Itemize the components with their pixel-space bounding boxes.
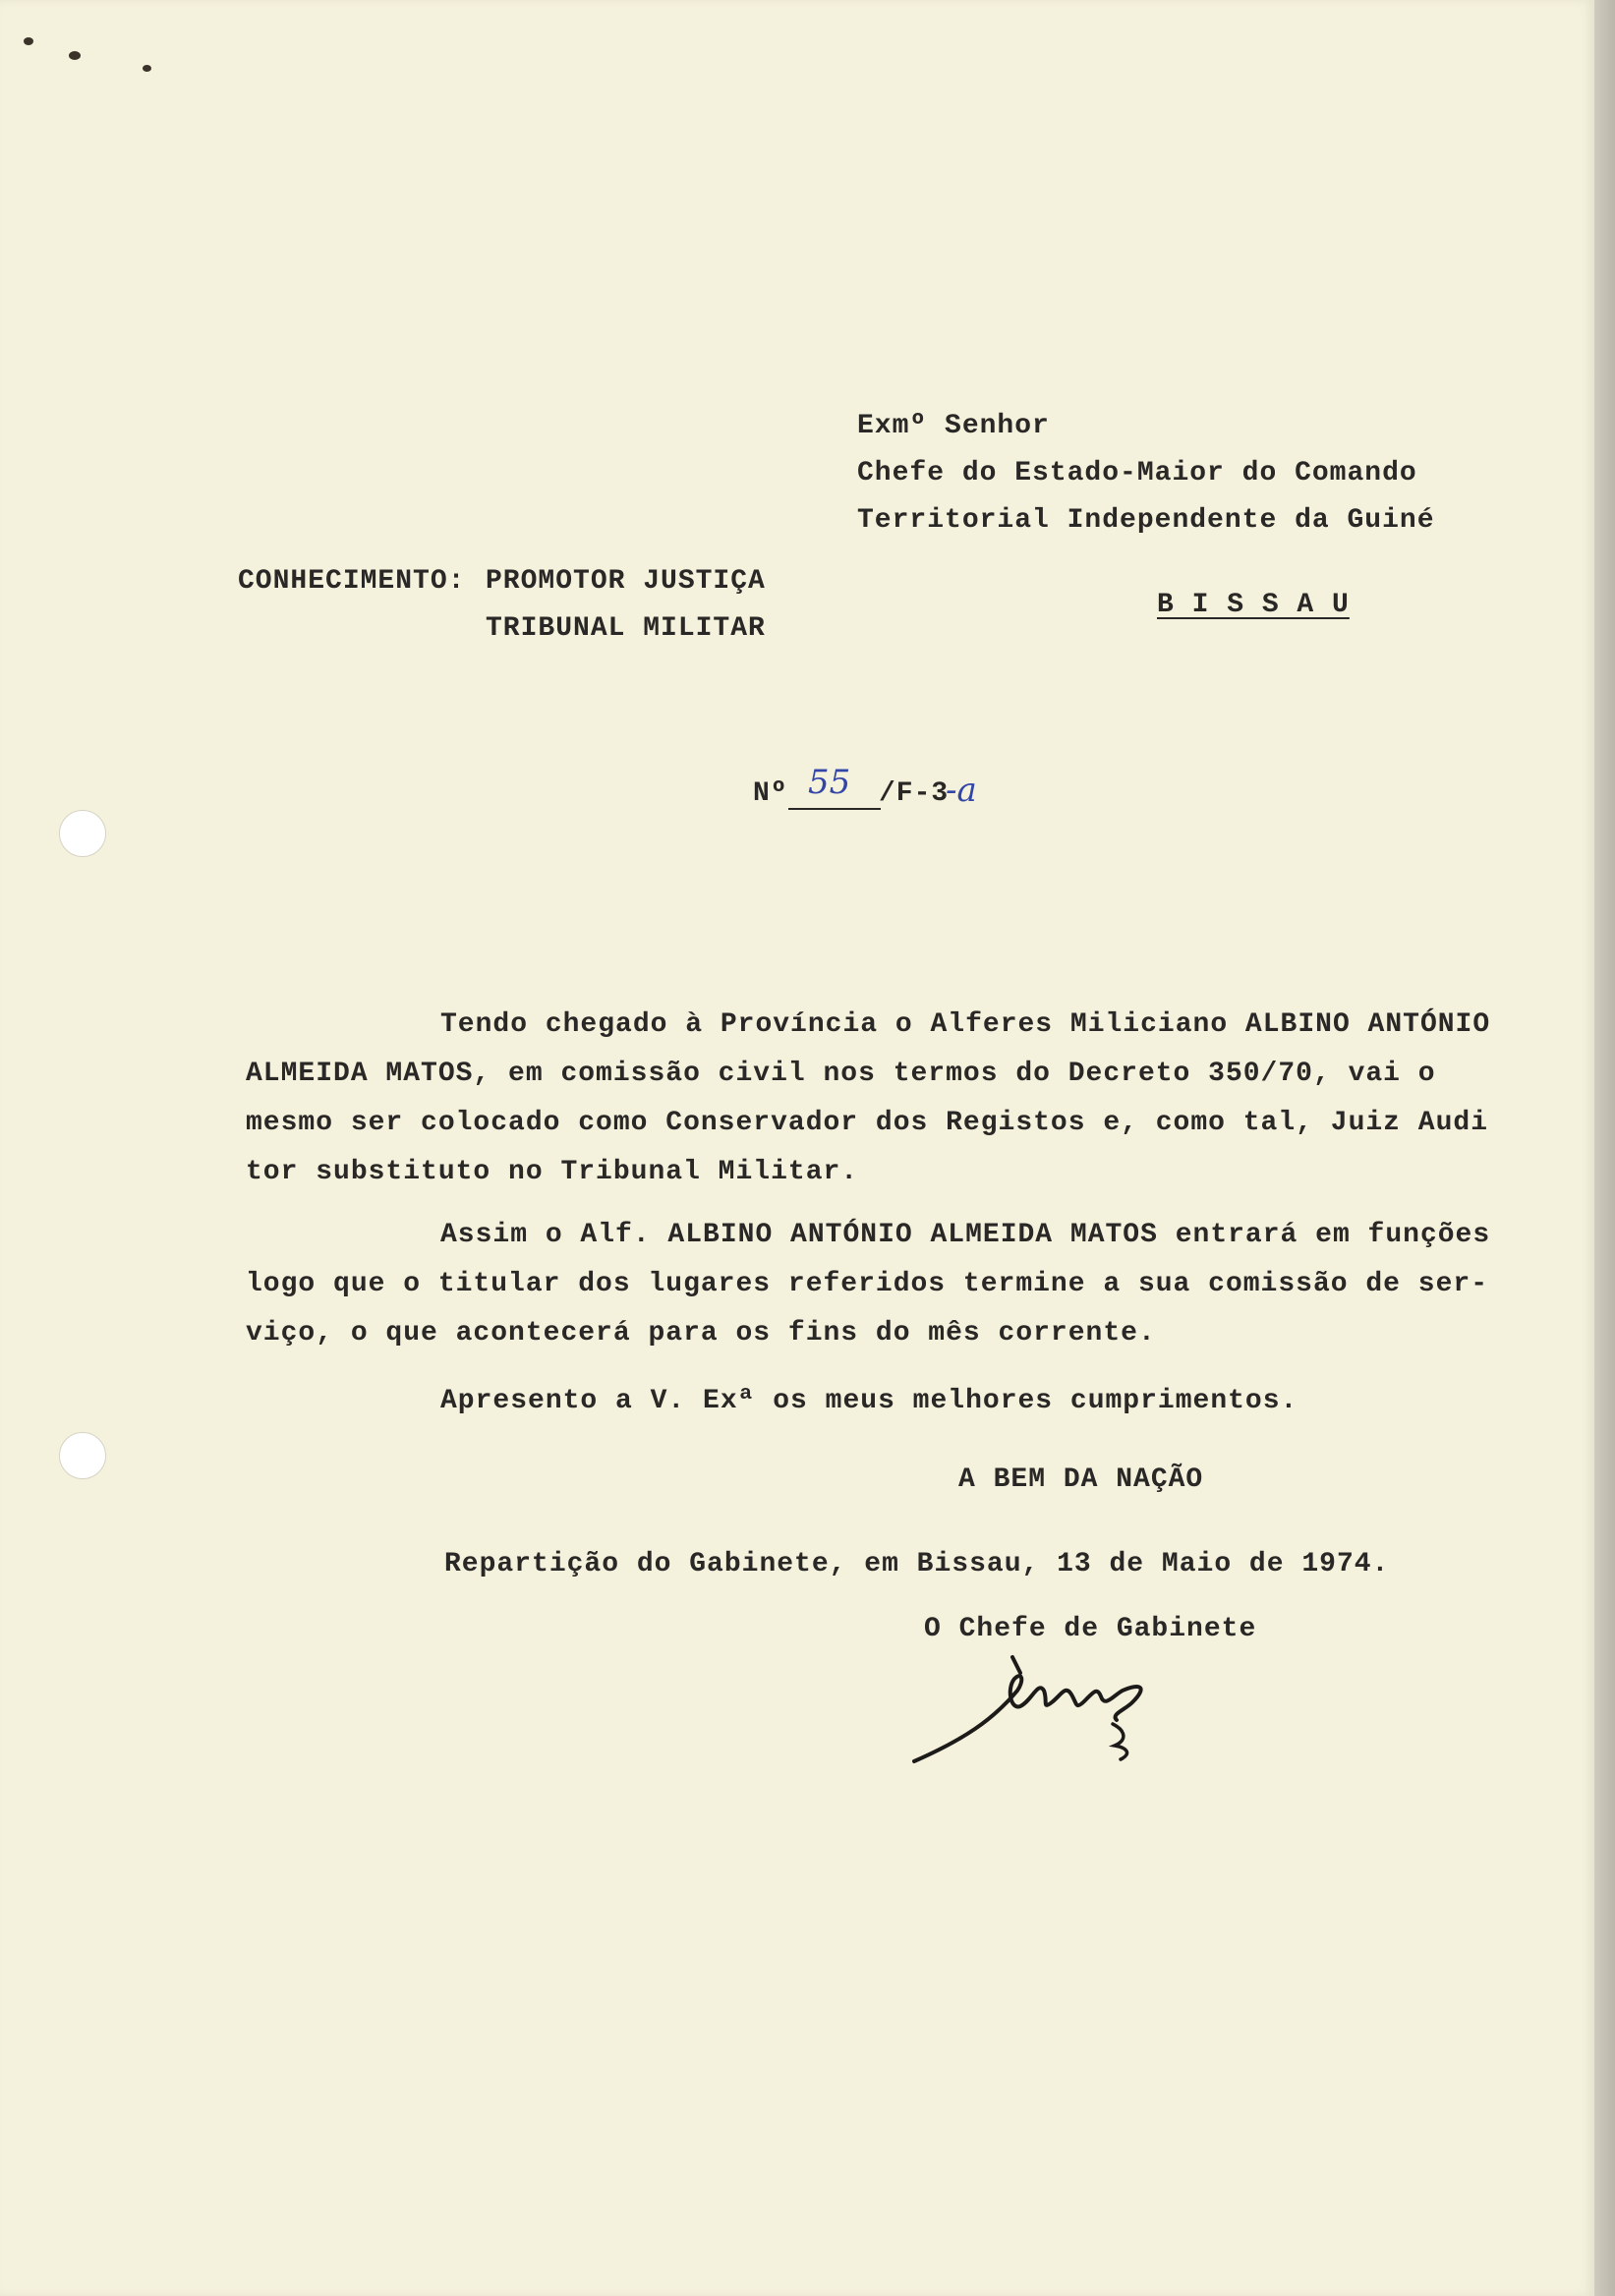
reference-number: 55 bbox=[808, 763, 851, 802]
closing-signatory: O Chefe de Gabinete bbox=[924, 1614, 1257, 1644]
recipient-salutation: Exmº Senhor bbox=[857, 411, 1050, 441]
ink-speck bbox=[24, 37, 33, 45]
reference-suffix: /F-3 bbox=[879, 778, 950, 809]
body-line: ALMEIDA MATOS, em comissão civil nos termos do Decreto 350/70, vai o bbox=[246, 1059, 1436, 1089]
punch-hole-bottom bbox=[59, 1432, 106, 1479]
body-paragraph-1 bbox=[246, 1001, 1490, 1197]
punch-hole-top bbox=[59, 810, 106, 857]
recipient-city: B I S S A U bbox=[1157, 590, 1350, 620]
body-line: Tendo chegado à Província o Alferes Miliciano ALBINO ANTÓNIO bbox=[440, 1009, 1491, 1040]
body-paragraph-3: Apresento a V. Exª os meus melhores cumprimentos. bbox=[440, 1386, 1298, 1416]
body-line: tor substituto no Tribunal Militar. bbox=[246, 1157, 859, 1187]
reference-suffix-handwritten: -a bbox=[946, 771, 977, 810]
recipient-command: Territorial Independente da Guiné bbox=[857, 505, 1435, 536]
conhecimento-line2: TRIBUNAL MILITAR bbox=[486, 613, 766, 644]
closing-place-date: Repartição do Gabinete, em Bissau, 13 de Maio de 1974. bbox=[444, 1549, 1390, 1579]
reference-underline bbox=[788, 808, 881, 810]
conhecimento-label: CONHECIMENTO: bbox=[238, 566, 466, 597]
body-line: logo que o titular dos lugares referidos termine a sua comissão de ser- bbox=[246, 1269, 1488, 1299]
signature-image bbox=[904, 1651, 1219, 1779]
ink-speck bbox=[143, 65, 151, 72]
page-edge bbox=[1594, 0, 1615, 2296]
reference-prefix: Nº bbox=[753, 778, 788, 809]
conhecimento-line1: PROMOTOR JUSTIÇA bbox=[486, 566, 766, 597]
recipient-title: Chefe do Estado-Maior do Comando bbox=[857, 458, 1417, 488]
body-line: Assim o Alf. ALBINO ANTÓNIO ALMEIDA MATOS entrará em funções bbox=[440, 1220, 1491, 1250]
closing-motto: A BEM DA NAÇÃO bbox=[958, 1464, 1204, 1495]
ink-speck bbox=[69, 51, 81, 60]
body-line: mesmo ser colocado como Conservador dos Registos e, como tal, Juiz Audi bbox=[246, 1108, 1488, 1138]
body-paragraph-2 bbox=[246, 1211, 1490, 1358]
body-line: viço, o que acontecerá para os fins do mês corrente. bbox=[246, 1318, 1156, 1349]
